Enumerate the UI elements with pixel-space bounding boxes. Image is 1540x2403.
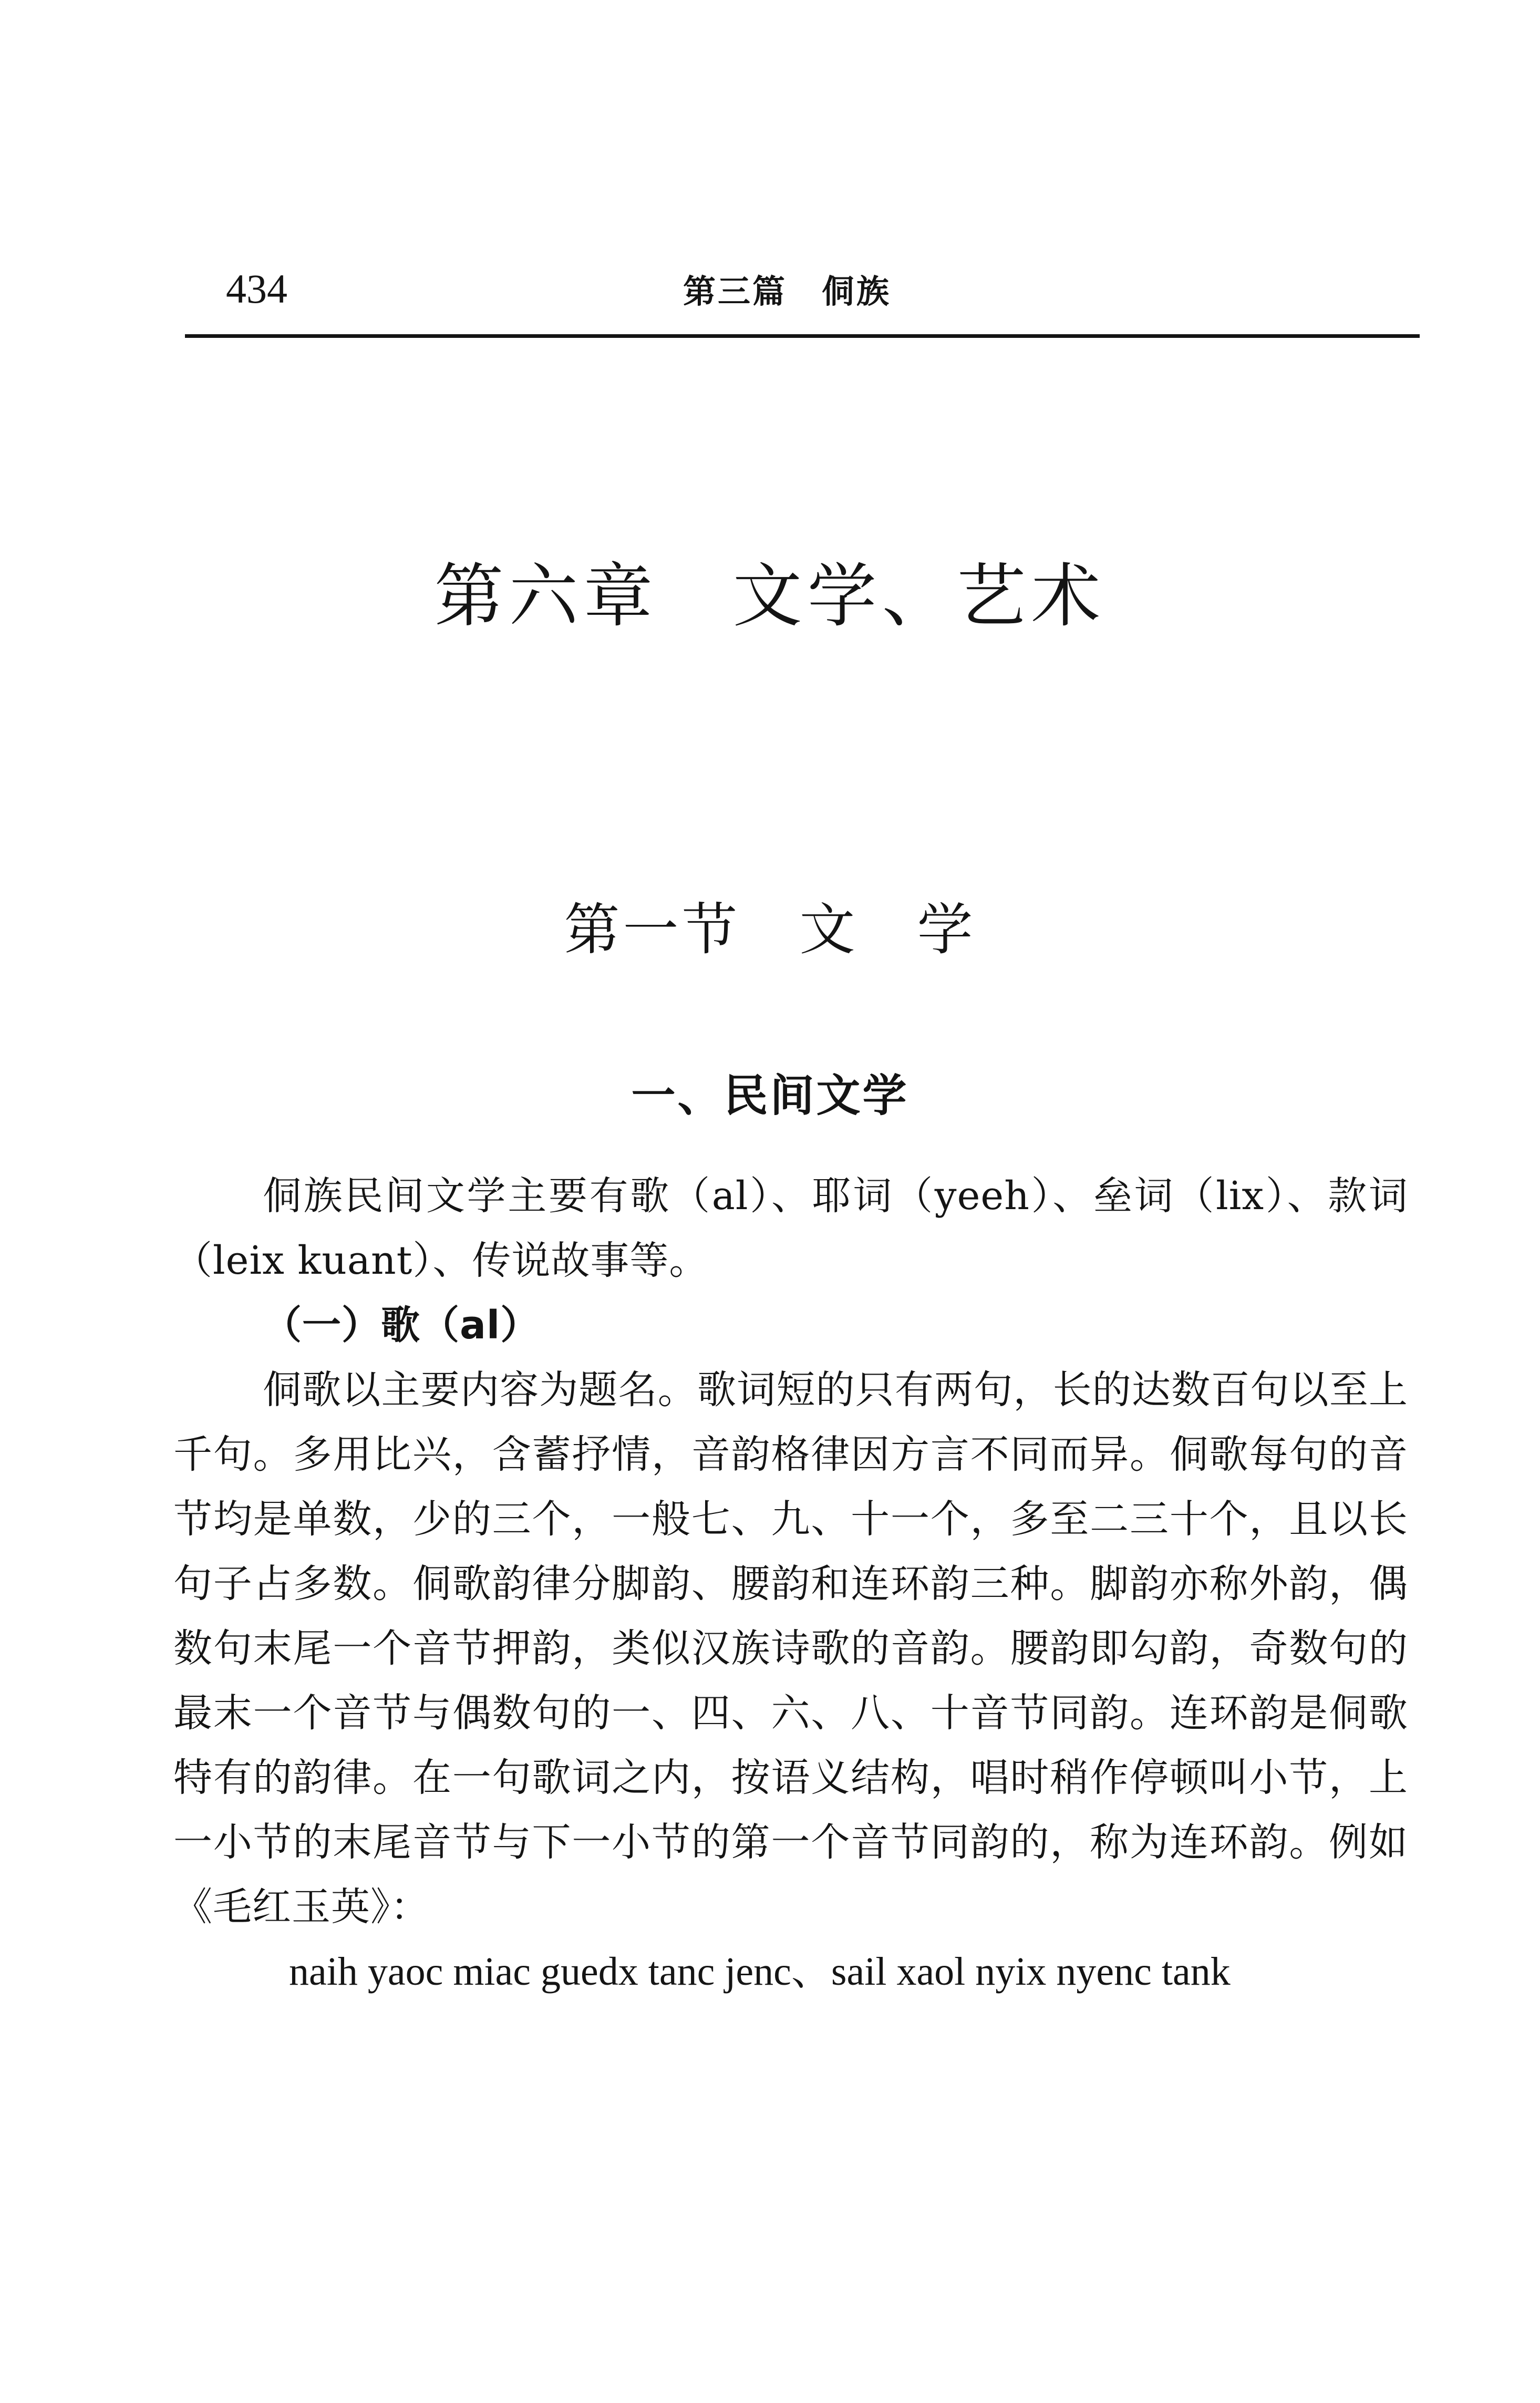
- body-text: [173, 1164, 1408, 2004]
- example-romanized-line: naih yaoc miac guedx tanc jenc、sail xaol nyix nyenc tank: [289, 1950, 1231, 1994]
- page-number: 434: [226, 266, 287, 312]
- songs-paragraph: 侗歌以主要内容为题名。歌词短的只有两句，长的达数百句以至上千句。多用比兴，含蓄抒情，音韵格律因方言不同而异。侗歌每句的音节均是单数，少的三个，一般七、九、十一个，多至二三十个，且以长句子占多数。侗歌韵律分脚韵、腰韵和连环韵三种。脚韵亦称外韵，偶数句末尾一个音节押韵，类似汉族诗歌的音韵。腰韵即勾韵，奇数句的最末一个音节与偶数句的一、四、六、八、十音节同韵。连环韵是侗歌特有的韵律。在一句歌词之内，按语义结构，唱时稍作停顿叫小节，上一小节的末尾音节与下一小节的第一个音节同韵的，称为连环韵。例如《毛红玉英》：: [173, 1367, 1408, 1930]
- item-heading-songs: （一）歌（al）: [263, 1303, 540, 1348]
- running-header-title: 第三篇 侗族: [683, 272, 892, 311]
- intro-paragraph: 侗族民间文学主要有歌（al）、耶词（yeeh）、垒词（lix）、款词（leix kuant）、传说故事等。: [173, 1173, 1408, 1283]
- section-title: 第一节 文 学: [564, 898, 976, 962]
- header-rule: [185, 334, 1420, 338]
- chapter-title: 第六章 文学、艺术: [434, 556, 1106, 637]
- subsection-title: 一、民间文学: [631, 1070, 909, 1121]
